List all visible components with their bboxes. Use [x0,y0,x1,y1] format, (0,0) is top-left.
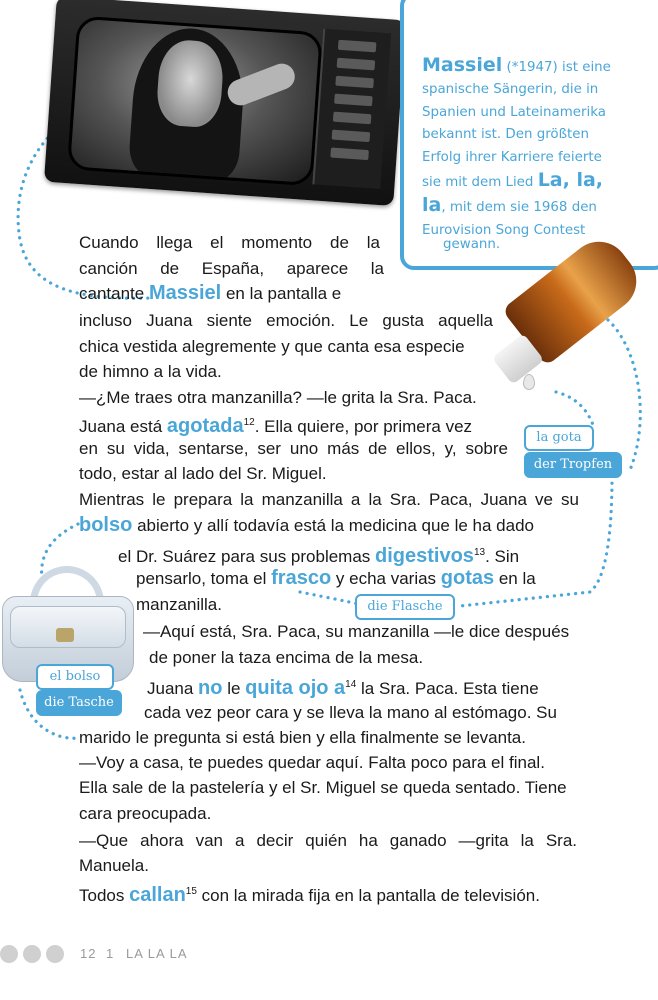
text-line: Manuela. [79,856,149,875]
text-line: el Dr. Suárez para sus problemas digestivos$^{13}$. Sin [118,545,520,567]
info-line: spanische Sängerin, die in [422,82,599,98]
text-line: —Aquí está, Sra. Paca, su manzanilla —le dice después [143,622,570,641]
text-line: Cuando llega el momento de la [79,233,380,252]
text-line: manzanilla. [136,595,222,614]
info-song-prefix: sie mit dem Lied [422,175,538,191]
text-line: incluso Juana siente emoción. Le gusta aquella [79,311,493,330]
keyword-quita-ojo-a: quita ojo a [245,677,346,699]
info-line: bekannt ist. Den größten [422,127,590,143]
text-line: de poner la taza encima de la mesa. [149,648,424,667]
chapter-number: 1 [106,946,115,961]
text-line: pensarlo, toma el frasco y echa varias gotas en la [136,567,536,589]
text-line: canción de España, aparece la [79,259,384,278]
text-line: Todos callan$^{15}$ con la mirada fija en la pantalla de televisión. [79,884,540,906]
text-line: Juana está agotada$^{12}$. Ella quiere, por primera vez [79,415,473,437]
tag-die-flasche: die Flasche [355,594,455,620]
text-line: chica vestida alegremente y que canta esa especie [79,337,465,356]
tag-der-tropfen: der Tropfen [524,452,622,478]
keyword-frasco: frasco [271,567,332,589]
info-line: Erfolg ihrer Karriere feierte [422,149,602,165]
drop-image [523,374,535,390]
info-song-b: la [422,194,442,217]
keyword-massiel: Massiel [148,282,222,304]
text-line: —Que ahora van a decir quién ha ganado —grita la Sra. [79,831,577,850]
keyword-bolso: bolso [79,514,133,536]
chapter-title: LA LA LA [126,946,188,961]
text-line: cada vez peor cara y se lleva la mano al estómago. Su [144,703,557,722]
bag-clasp [56,628,74,642]
tag-die-tasche: die Tasche [36,690,122,716]
text-line: Ella sale de la pastelería y el Sr. Miguel se queda sentado. Tiene [79,778,567,797]
text-line: bolso abierto y allí todavía está la medicina que le ha dado [79,514,534,536]
text-line: marido le pregunta si está bien y ella finalmente se levanta. [79,728,526,747]
info-box-text [422,54,622,242]
tag-el-bolso: el bolso [36,664,114,690]
keyword-gotas: gotas [440,567,495,589]
text-line: Mientras le prepara la manzanilla a la Sra. Paca, Juana ve su [79,490,579,509]
info-song-suffix: , mit dem sie 1968 den [441,200,597,216]
info-contest: Eurovision Song Contest [422,222,586,238]
text-line: —¿Me traes otra manzanilla? —le grita la Sra. Paca. [79,388,477,407]
footer-dot [23,945,41,963]
text-line: cara preocupada. [79,804,212,823]
text-line: de himno a la vida. [79,362,222,381]
text-line: todo, estar al lado del Sr. Miguel. [79,464,327,483]
text-line: cantante Massiel en la pantalla e [79,282,342,304]
tv-control-panel [312,29,391,189]
info-birth: (*1947) ist eine [502,60,611,75]
keyword-no: no [198,677,223,699]
info-line: Spanien und Lateinamerika [422,104,606,120]
tv-screen [67,16,323,187]
text-line: en su vida, sentarse, ser uno más de ellos, y, sobre [79,439,508,458]
keyword-digestivos: digestivos [375,545,474,567]
keyword-callan: callan [129,884,186,906]
info-name: Massiel [422,54,503,76]
page-number: 12 [80,946,97,961]
television-image [44,0,406,206]
tag-la-gota: la gota [524,425,594,451]
footer-dot [0,945,18,963]
text-line: —Voy a casa, te puedes quedar aquí. Falta poco para el final. [79,753,545,772]
info-last-line: gewann. [443,237,501,252]
text-line: Juana no le quita ojo $a^{14}$ la Sra. Paca. Esta tiene [147,677,539,699]
footer-dot [46,945,64,963]
keyword-agotada: agotada [166,415,244,437]
info-song-a: La, la, [537,169,603,192]
